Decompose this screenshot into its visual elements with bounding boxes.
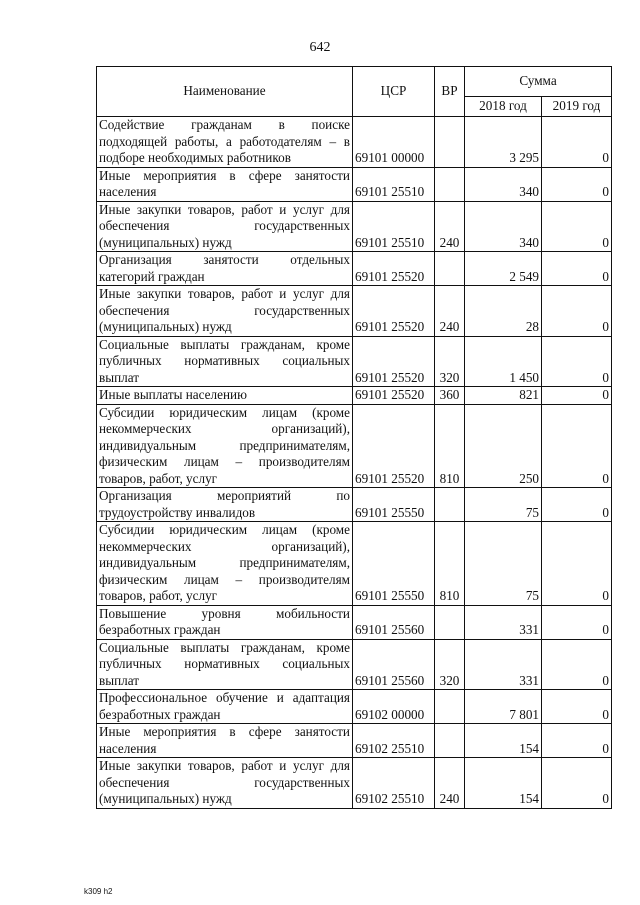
row-name-cell: Субсидии юридическим лицам (кроме некоммерческих организаций), индивидуальным предпринимателям, физическим лицам – производителям товаров, работ, услуг (97, 522, 353, 606)
row-name-cell: Иные мероприятия в сфере занятости населения (97, 724, 353, 758)
row-2018-sum-cell: 75 (465, 488, 542, 522)
row-2018-sum-cell: 340 (465, 201, 542, 252)
row-vr-cell: 810 (435, 522, 465, 606)
row-vr-cell (435, 252, 465, 286)
header-vr: ВР (435, 67, 465, 117)
table-row (97, 758, 612, 809)
table-body (97, 117, 612, 809)
row-csr-cell: 69102 25510 (353, 758, 435, 809)
row-csr-cell: 69101 25520 (353, 387, 435, 405)
budget-table (96, 66, 612, 809)
row-2018-sum-cell: 75 (465, 522, 542, 606)
row-2019-sum-cell: 0 (542, 252, 612, 286)
row-2019-sum-cell: 0 (542, 724, 612, 758)
row-2019-sum-cell: 0 (542, 201, 612, 252)
row-2019-sum-cell: 0 (542, 167, 612, 201)
row-2019-sum-cell: 0 (542, 404, 612, 488)
row-2018-sum-cell: 3 295 (465, 117, 542, 168)
table-row (97, 201, 612, 252)
page-number: 642 (309, 40, 331, 55)
row-name-cell: Иные закупки товаров, работ и услуг для обеспечения государственных (муниципальных) нужд (97, 201, 353, 252)
row-csr-cell: 69102 25510 (353, 724, 435, 758)
row-name-cell: Иные выплаты населению (97, 387, 353, 405)
row-2018-sum-cell: 250 (465, 404, 542, 488)
row-csr-cell: 69102 00000 (353, 690, 435, 724)
header-row (97, 67, 612, 97)
row-csr-cell: 69101 25510 (353, 167, 435, 201)
header-sum: Сумма (465, 67, 612, 97)
row-name-cell: Иные мероприятия в сфере занятости населения (97, 167, 353, 201)
row-vr-cell (435, 690, 465, 724)
row-vr-cell (435, 488, 465, 522)
table-row (97, 639, 612, 690)
table-row (97, 522, 612, 606)
row-csr-cell: 69101 25520 (353, 286, 435, 337)
footer-code: k309 h2 (84, 887, 113, 896)
row-2018-sum-cell: 331 (465, 639, 542, 690)
table-row (97, 724, 612, 758)
row-name-cell: Организация мероприятий по трудоустройству инвалидов (97, 488, 353, 522)
row-csr-cell: 69101 25520 (353, 336, 435, 387)
row-name-cell: Субсидии юридическим лицам (кроме некоммерческих организаций), индивидуальным предпринимателям, физическим лицам – производителям товаров, работ, услуг (97, 404, 353, 488)
row-csr-cell: 69101 25550 (353, 522, 435, 606)
row-2019-sum-cell: 0 (542, 605, 612, 639)
row-2018-sum-cell: 154 (465, 758, 542, 809)
row-2019-sum-cell: 0 (542, 690, 612, 724)
row-vr-cell: 810 (435, 404, 465, 488)
row-name-cell: Профессиональное обучение и адаптация безработных граждан (97, 690, 353, 724)
table-row (97, 404, 612, 488)
row-2019-sum-cell: 0 (542, 758, 612, 809)
table-row (97, 167, 612, 201)
header-year-2019: 2019 год (542, 97, 612, 117)
row-name-cell: Иные закупки товаров, работ и услуг для обеспечения государственных (муниципальных) нужд (97, 758, 353, 809)
row-csr-cell: 69101 25560 (353, 639, 435, 690)
row-csr-cell: 69101 25520 (353, 252, 435, 286)
header-name: Наименование (97, 67, 353, 117)
row-csr-cell: 69101 25550 (353, 488, 435, 522)
row-vr-cell (435, 724, 465, 758)
row-csr-cell: 69101 25520 (353, 404, 435, 488)
row-2019-sum-cell: 0 (542, 639, 612, 690)
table-row (97, 605, 612, 639)
row-vr-cell: 320 (435, 639, 465, 690)
row-name-cell: Содействие гражданам в поиске подходящей работы, а работодателям – в подборе необходимых работников (97, 117, 353, 168)
row-vr-cell (435, 117, 465, 168)
row-vr-cell: 360 (435, 387, 465, 405)
row-name-cell: Социальные выплаты гражданам, кроме публичных нормативных социальных выплат (97, 336, 353, 387)
table-row (97, 252, 612, 286)
row-2019-sum-cell: 0 (542, 387, 612, 405)
row-vr-cell: 320 (435, 336, 465, 387)
row-2018-sum-cell: 154 (465, 724, 542, 758)
table-row (97, 336, 612, 387)
row-csr-cell: 69101 00000 (353, 117, 435, 168)
row-2019-sum-cell: 0 (542, 488, 612, 522)
table-row (97, 286, 612, 337)
row-2018-sum-cell: 340 (465, 167, 542, 201)
row-csr-cell: 69101 25510 (353, 201, 435, 252)
row-name-cell: Иные закупки товаров, работ и услуг для обеспечения государственных (муниципальных) нужд (97, 286, 353, 337)
row-vr-cell: 240 (435, 758, 465, 809)
header-csr: ЦСР (353, 67, 435, 117)
row-vr-cell (435, 605, 465, 639)
row-name-cell: Социальные выплаты гражданам, кроме публичных нормативных социальных выплат (97, 639, 353, 690)
header-year-2018: 2018 год (465, 97, 542, 117)
row-name-cell: Организация занятости отдельных категорий граждан (97, 252, 353, 286)
row-2019-sum-cell: 0 (542, 117, 612, 168)
row-2018-sum-cell: 1 450 (465, 336, 542, 387)
row-name-cell: Повышение уровня мобильности безработных граждан (97, 605, 353, 639)
table-row (97, 690, 612, 724)
table-row (97, 117, 612, 168)
row-2018-sum-cell: 2 549 (465, 252, 542, 286)
table-row (97, 387, 612, 405)
row-2018-sum-cell: 331 (465, 605, 542, 639)
row-2019-sum-cell: 0 (542, 522, 612, 606)
row-2019-sum-cell: 0 (542, 286, 612, 337)
table-row (97, 488, 612, 522)
row-vr-cell: 240 (435, 201, 465, 252)
row-2018-sum-cell: 28 (465, 286, 542, 337)
row-csr-cell: 69101 25560 (353, 605, 435, 639)
row-vr-cell (435, 167, 465, 201)
row-2019-sum-cell: 0 (542, 336, 612, 387)
row-2018-sum-cell: 7 801 (465, 690, 542, 724)
row-2018-sum-cell: 821 (465, 387, 542, 405)
row-vr-cell: 240 (435, 286, 465, 337)
